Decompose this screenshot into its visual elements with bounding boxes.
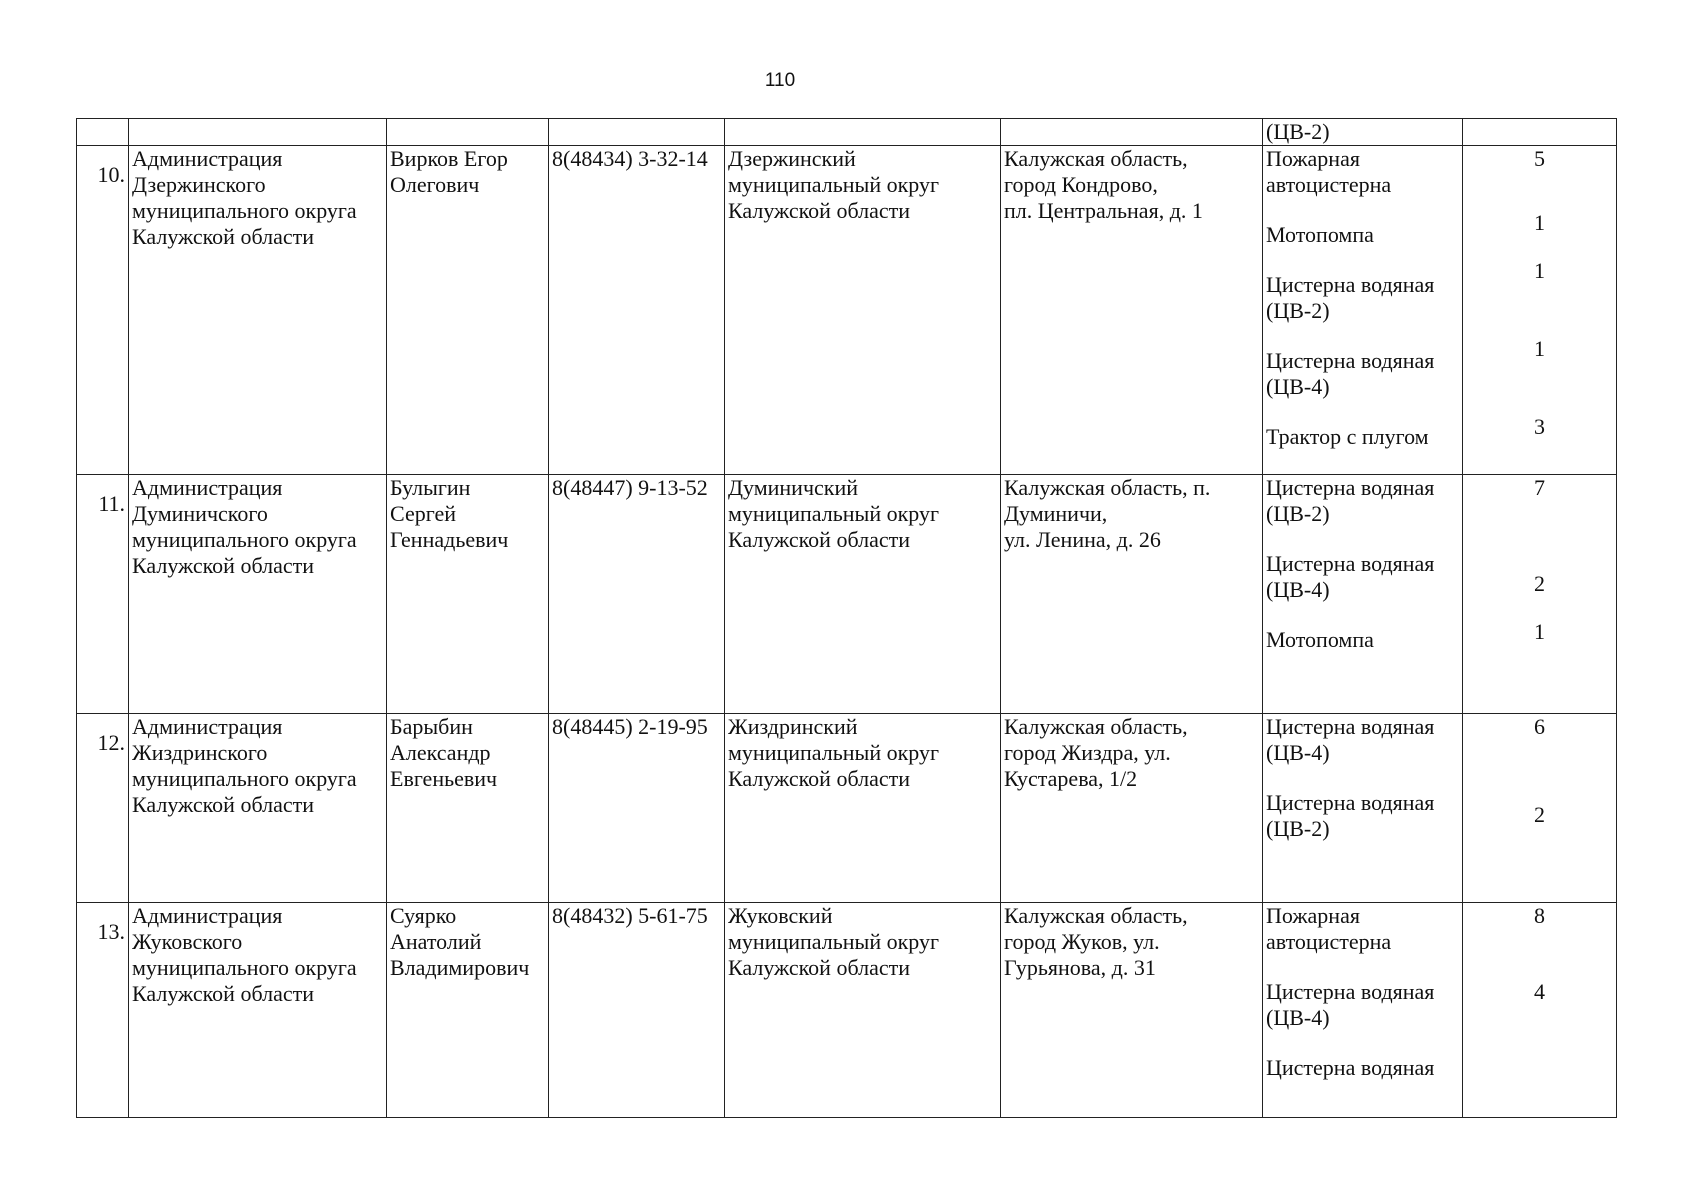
cell-equipment [1263,903,1463,1118]
cell-phone: 8(48434) 3-32-14 [549,146,725,475]
head-line: Вирков Егор [390,146,508,171]
mo-line: Думиничский [728,475,859,500]
mo-line: муниципальный округ [728,501,940,526]
org-line: Калужской области [132,224,314,249]
cell-equipment: (ЦВ-2) [1263,119,1463,146]
cell-phone: 8(48432) 5-61-75 [549,903,725,1118]
equipment-qty: 1 [1534,210,1545,235]
address-line: Калужская область, [1004,903,1188,928]
mo-line: Калужской области [728,198,910,223]
equipment-table [76,118,1617,1118]
equipment-name: (ЦВ-2) [1266,501,1330,526]
equipment-item [1266,348,1459,400]
mo-line: муниципальный округ [728,740,940,765]
head-line: Александр [390,740,491,765]
address-line: Калужская область, [1004,714,1188,739]
org-line: Дзержинского [132,172,266,197]
head-line: Геннадьевич [390,527,509,552]
cell-org [129,119,387,146]
equipment-item [1266,714,1459,766]
cell-num: 12. [77,714,129,903]
equipment-name: Цистерна водяная [1266,348,1435,373]
cell-address [1001,146,1263,475]
cell-mo [725,714,1001,903]
cell-equipment [1263,475,1463,714]
cell-num: 11. [77,475,129,714]
head-line: Барыбин [390,714,473,739]
cell-head [387,146,549,475]
cell-address [1001,475,1263,714]
equipment-name: (ЦВ-2) [1266,816,1330,841]
org-line: Администрация [132,475,283,500]
cell-mo [725,903,1001,1118]
cell-head [387,119,549,146]
head-line: Сергей [390,501,456,526]
equipment-name: (ЦВ-4) [1266,374,1330,399]
cell-mo [725,475,1001,714]
org-line: Администрация [132,903,283,928]
cell-address [1001,714,1263,903]
equipment-qty: 3 [1534,414,1545,439]
org-line: муниципального округа [132,955,357,980]
equipment-name: (ЦВ-4) [1266,577,1330,602]
equipment-qty: 1 [1534,258,1545,283]
head-line: Евгеньевич [390,766,498,791]
equipment-qty: 8 [1534,903,1545,928]
equipment-qty: 2 [1534,571,1545,596]
cell-num: 13. [77,903,129,1118]
cell-equipment [1263,714,1463,903]
equipment-item [1266,1055,1459,1081]
equipment-item [1266,424,1459,450]
org-line: Калужской области [132,981,314,1006]
equipment-qty: 1 [1534,619,1545,644]
equipment-name: автоцистерна [1266,929,1392,954]
continuation-row [77,119,1617,146]
cell-org [129,146,387,475]
cell-address [1001,119,1263,146]
equipment-name: (ЦВ-4) [1266,1005,1330,1030]
equipment-qty: 7 [1534,475,1545,500]
address-line: город Кондрово, [1004,172,1158,197]
equipment-name: автоцистерна [1266,172,1392,197]
equipment-name: Трактор с плугом [1266,424,1429,449]
equipment-name: Цистерна водяная [1266,1055,1435,1080]
org-line: Жуковского [132,929,243,954]
equipment-name: Мотопомпа [1266,627,1374,652]
address-line: пл. Центральная, д. 1 [1004,198,1203,223]
equipment-name: Пожарная [1266,146,1360,171]
cell-mo [725,146,1001,475]
address-line: город Жуков, ул. [1004,929,1160,954]
equipment-item [1266,272,1459,324]
head-line: Анатолий [390,929,482,954]
mo-line: Калужской области [728,766,910,791]
equipment-qty: 5 [1534,146,1545,171]
cell-phone [549,119,725,146]
cell-qty [1463,475,1617,714]
mo-line: Жуковский [728,903,833,928]
equipment-qty: 6 [1534,714,1545,739]
mo-line: муниципальный округ [728,172,940,197]
cell-head [387,714,549,903]
equipment-qty: 2 [1534,802,1545,827]
cell-head [387,903,549,1118]
head-line: Олегович [390,172,480,197]
equipment-name: Пожарная [1266,903,1360,928]
head-line: Булыгин [390,475,471,500]
address-line: Думиничи, [1004,501,1108,526]
org-line: Калужской области [132,553,314,578]
mo-line: Калужской области [728,955,910,980]
equipment-name: Мотопомпа [1266,222,1374,247]
head-line: Владимирович [390,955,530,980]
org-line: муниципального округа [132,766,357,791]
mo-line: Калужской области [728,527,910,552]
equipment-name: Цистерна водяная [1266,272,1435,297]
equipment-item [1266,146,1459,198]
org-line: Жиздринского [132,740,268,765]
equipment-name: Цистерна водяная [1266,979,1435,1004]
address-line: Калужская область, п. [1004,475,1211,500]
equipment-item [1266,475,1459,527]
page-number: 110 [764,70,796,91]
equipment-item [1266,551,1459,603]
address-line: Калужская область, [1004,146,1188,171]
table-row [77,903,1617,1118]
cell-qty [1463,146,1617,475]
equipment-name: Цистерна водяная [1266,714,1435,739]
equipment-name: (ЦВ-4) [1266,740,1330,765]
equipment-qty: 4 [1534,979,1545,1004]
head-line: Суярко [390,903,457,928]
equipment-item [1266,627,1459,653]
org-line: муниципального округа [132,527,357,552]
mo-line: Дзержинский [728,146,856,171]
cell-qty [1463,714,1617,903]
cell-org [129,475,387,714]
equipment-qty: 1 [1534,336,1545,361]
mo-line: муниципальный округ [728,929,940,954]
equipment-name: Цистерна водяная [1266,551,1435,576]
equipment-name: Цистерна водяная [1266,475,1435,500]
address-line: Гурьянова, д. 31 [1004,955,1156,980]
cell-org [129,903,387,1118]
org-line: муниципального округа [132,198,357,223]
address-line: ул. Ленина, д. 26 [1004,527,1161,552]
address-line: Кустарева, 1/2 [1004,766,1138,791]
cell-address [1001,903,1263,1118]
equipment-item [1266,790,1459,842]
org-line: Администрация [132,146,283,171]
table-row [77,146,1617,475]
cell-num: 10. [77,146,129,475]
equipment-name: (ЦВ-2) [1266,298,1330,323]
cell-phone: 8(48445) 2-19-95 [549,714,725,903]
cell-num [77,119,129,146]
cell-head [387,475,549,714]
equipment-name: Цистерна водяная [1266,790,1435,815]
cell-org [129,714,387,903]
address-line: город Жиздра, ул. [1004,740,1171,765]
table-row [77,714,1617,903]
org-line: Администрация [132,714,283,739]
equipment-item [1266,222,1459,248]
cell-equipment [1263,146,1463,475]
cell-phone: 8(48447) 9-13-52 [549,475,725,714]
cell-mo [725,119,1001,146]
mo-line: Жиздринский [728,714,858,739]
cell-qty [1463,119,1617,146]
org-line: Калужской области [132,792,314,817]
equipment-item [1266,979,1459,1031]
table-row [77,475,1617,714]
cell-qty [1463,903,1617,1118]
equipment-item [1266,903,1459,955]
org-line: Думиничского [132,501,268,526]
